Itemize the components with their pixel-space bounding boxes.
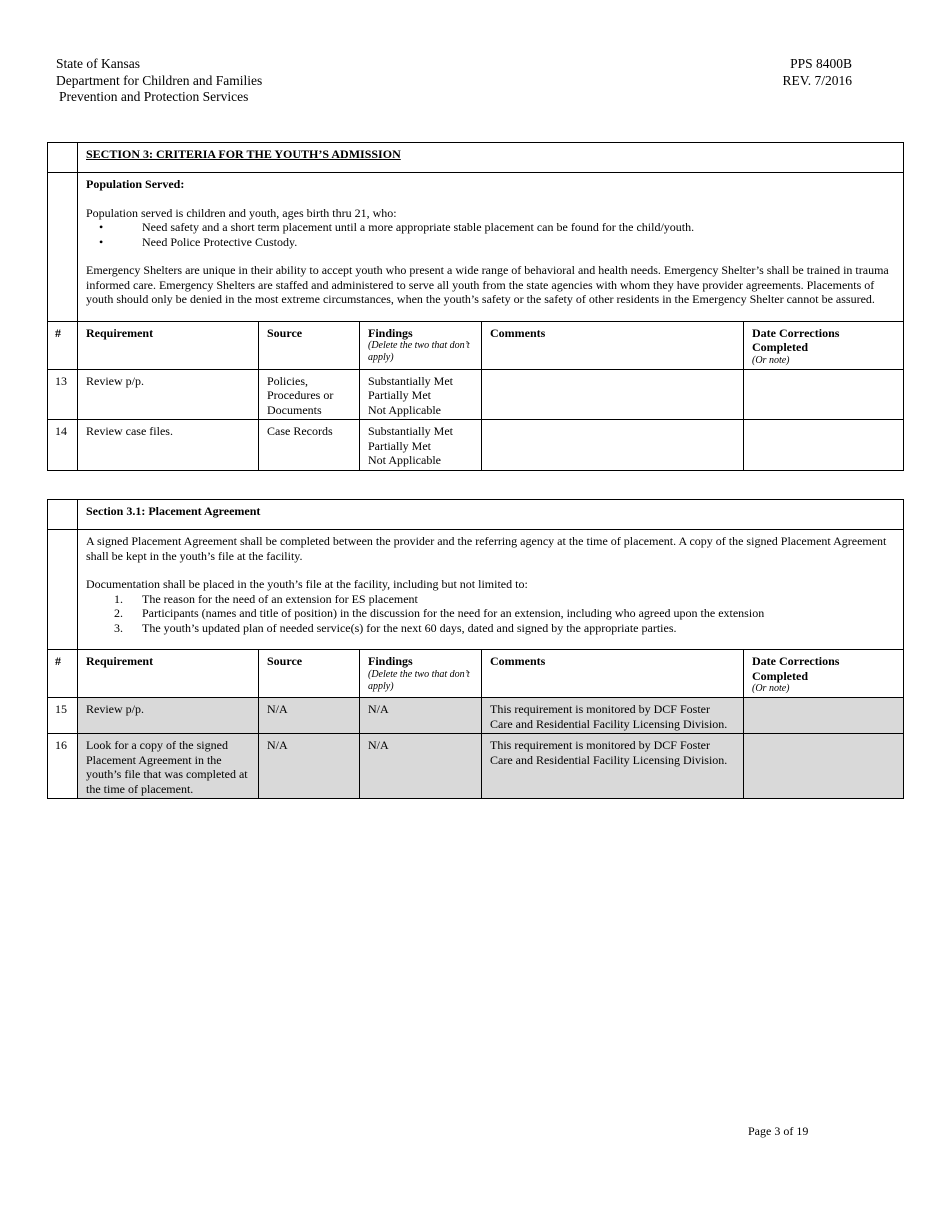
col-requirement: Requirement <box>78 650 259 698</box>
row-findings: N/A <box>360 734 482 799</box>
row-num: 15 <box>48 698 78 734</box>
col-findings: Findings (Delete the two that don’t apply) <box>360 650 482 698</box>
header-department: Department for Children and Families <box>56 72 263 88</box>
list-item: 1. The reason for the need of an extension for ES placement <box>114 591 418 606</box>
row-source: Case Records <box>259 420 360 471</box>
row-date[interactable] <box>744 420 904 471</box>
header-division: Prevention and Protection Services <box>59 89 249 104</box>
form-number: PPS 8400B <box>790 56 852 71</box>
col-comments: Comments <box>482 321 744 369</box>
row-comments: This requirement is monitored by DCF Foster Care and Residential Facility Licensing Division. <box>482 734 744 799</box>
col-num: # <box>48 321 78 369</box>
row-date[interactable] <box>744 369 904 420</box>
table-row <box>48 420 904 471</box>
row-requirement: Review case files. <box>78 420 259 471</box>
list-item: 3. The youth’s updated plan of needed service(s) for the next 60 days, dated and signed by the appropriate parties. <box>114 620 677 635</box>
list-item: 2. Participants (names and title of position) in the discussion for the need for an extension, including who agreed upon the extension <box>114 606 765 620</box>
header-left <box>56 56 262 106</box>
row-source: Policies, Procedures or Documents <box>259 369 360 420</box>
section-description <box>78 530 904 650</box>
table-row <box>48 734 904 799</box>
row-date <box>744 698 904 734</box>
blank-cell <box>48 173 78 322</box>
row-findings[interactable]: Substantially Met Partially Met Not Applicable <box>360 420 482 471</box>
row-findings[interactable]: Substantially Met Partially Met Not Applicable <box>360 369 482 420</box>
header-state: State of Kansas <box>56 56 140 71</box>
list-item: • Need safety and a short term placement until a more appropriate stable placement can be found for the child/youth. <box>86 220 895 235</box>
page-number: Page 3 of 19 <box>748 1124 809 1138</box>
blank-cell <box>48 500 78 530</box>
col-date: Date Corrections Completed (Or note) <box>744 650 904 698</box>
col-source: Source <box>259 650 360 698</box>
col-comments: Comments <box>482 650 744 698</box>
column-header-row <box>48 650 904 698</box>
row-requirement: Review p/p. <box>78 369 259 420</box>
row-source: N/A <box>259 698 360 734</box>
row-num: 16 <box>48 734 78 799</box>
documentation-list <box>86 592 895 636</box>
row-num: 14 <box>48 420 78 471</box>
row-requirement: Look for a copy of the signed Placement Agreement in the youth’s file that was completed at the time of placement. <box>78 734 259 799</box>
population-served-heading: Population Served: <box>86 177 185 191</box>
list-item: • Need Police Protective Custody. <box>86 235 895 250</box>
section-title: Section 3.1: Placement Agreement <box>78 500 904 530</box>
documentation-paragraph: Documentation shall be placed in the youth’s file at the facility, including but not limited to: <box>86 577 528 591</box>
row-comments: This requirement is monitored by DCF Foster Care and Residential Facility Licensing Division. <box>482 698 744 734</box>
row-comments[interactable] <box>482 369 744 420</box>
shelter-paragraph: Emergency Shelters are unique in their ability to accept youth who present a wide range of behavioral and health needs. Emergency Shelter’s shall be trained in trauma informed care. Emergency Shelters are staffed and administered to serve all youth from the state agencies with whom they have provider agreements. Placements of youth should only be denied in the most extreme circumstances, when the youth’s safety or the safety of other residents in the Emergency Shelter cannot be assured. <box>86 263 889 306</box>
row-findings: N/A <box>360 698 482 734</box>
population-bullets <box>86 220 895 249</box>
col-source: Source <box>259 321 360 369</box>
row-requirement: Review p/p. <box>78 698 259 734</box>
col-date: Date Corrections Completed (Or note) <box>744 321 904 369</box>
col-findings: Findings (Delete the two that don’t apply) <box>360 321 482 369</box>
col-num: # <box>48 650 78 698</box>
table-row <box>48 698 904 734</box>
column-header-row <box>48 321 904 369</box>
blank-cell <box>48 143 78 173</box>
section-3-table <box>47 142 904 471</box>
row-date <box>744 734 904 799</box>
row-comments[interactable] <box>482 420 744 471</box>
section-title: SECTION 3: CRITERIA FOR THE YOUTH’S ADMISSION <box>78 143 904 173</box>
blank-cell <box>48 530 78 650</box>
placement-paragraph: A signed Placement Agreement shall be completed between the provider and the referring agency at the time of placement. A copy of the signed Placement Agreement shall be kept in the youth’s file at the facility. <box>86 534 887 563</box>
revision-date: REV. 7/2016 <box>782 72 852 88</box>
population-intro: Population served is children and youth, ages birth thru 21, who: <box>86 205 397 220</box>
header-right <box>752 56 852 89</box>
row-source: N/A <box>259 734 360 799</box>
section-description <box>78 173 904 322</box>
table-row <box>48 369 904 420</box>
row-num: 13 <box>48 369 78 420</box>
col-requirement: Requirement <box>78 321 259 369</box>
section-3-1-table <box>47 499 904 799</box>
